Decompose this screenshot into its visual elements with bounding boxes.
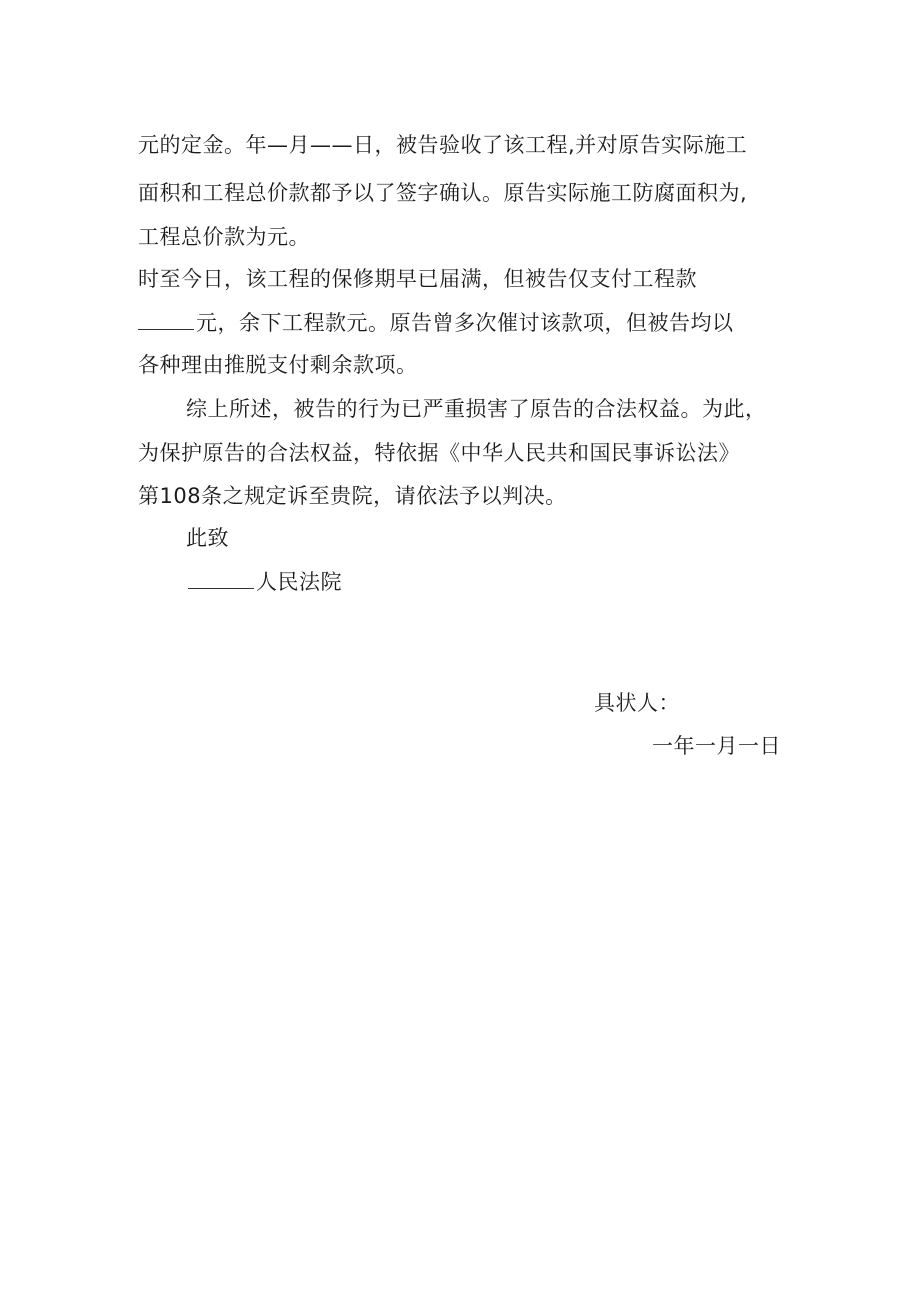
paragraph-3-line-2: 为保护原告的合法权益，特依据《中华人民共和国民事诉讼法》 bbox=[138, 441, 740, 465]
signature-plaintiff: 具状人： bbox=[594, 691, 680, 715]
paragraph-1-line-1: 元的定金。年—月——日，被告验收了该工程,并对原告实际施工 bbox=[138, 133, 748, 157]
paragraph-1-line-3: 工程总价款为元。 bbox=[138, 225, 310, 249]
paragraph-2-line-2-text: 元，余下工程款元。原告曾多次催讨该款项，但被告均以 bbox=[196, 311, 734, 335]
closing-salute: 此致 bbox=[186, 526, 229, 550]
amount-paid-blank bbox=[138, 311, 194, 330]
court-name-blank bbox=[188, 570, 254, 589]
closing-court: 人民法院 bbox=[256, 570, 342, 594]
paragraph-2-line-3: 各种理由推脱支付剩余款项。 bbox=[138, 353, 418, 377]
paragraph-3-line-3: 第108条之规定诉至贵院，请依法予以判决。 bbox=[138, 484, 567, 508]
closing-court-line bbox=[188, 567, 342, 597]
paragraph-1-line-2: 面积和工程总价款都予以了签字确认。原告实际施工防腐面积为, bbox=[138, 181, 748, 205]
paragraph-2-line-2 bbox=[138, 308, 734, 338]
paragraph-3-line-1: 综上所述，被告的行为已严重损害了原告的合法权益。为此， bbox=[186, 397, 767, 421]
signature-date: 一年一月一日 bbox=[652, 734, 781, 758]
paragraph-2-line-1: 时至今日，该工程的保修期早已届满，但被告仅支付工程款 bbox=[138, 267, 697, 291]
